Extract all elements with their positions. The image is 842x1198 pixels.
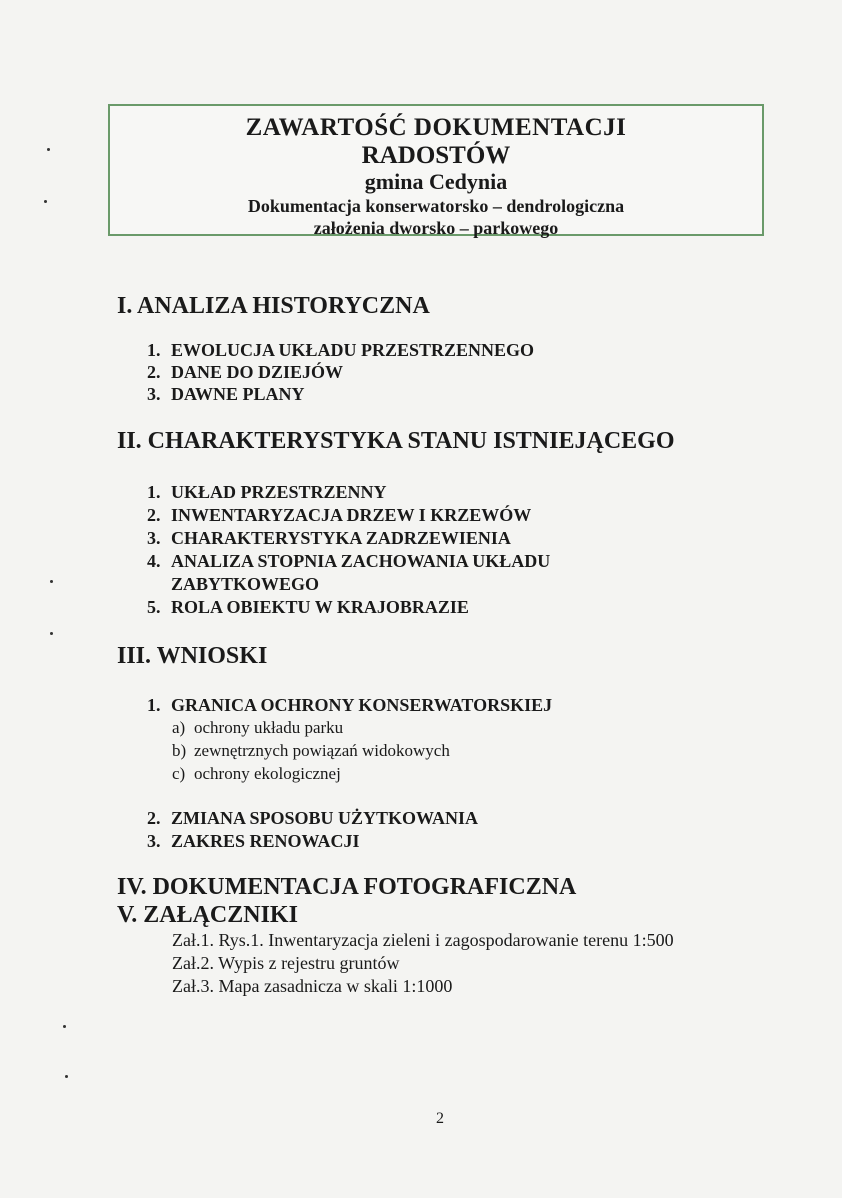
list-item: 2. INWENTARYZACJA DRZEW I KRZEWÓW (147, 505, 532, 525)
list-item: 1. UKŁAD PRZESTRZENNY (147, 482, 387, 502)
title-line-2: RADOSTÓW (361, 142, 511, 169)
list-item: 5. ROLA OBIEKTU W KRAJOBRAZIE (147, 597, 469, 617)
list-item: 1. GRANICA OCHRONY KONSERWATORSKIEJ (147, 695, 553, 715)
scan-speck (63, 1025, 66, 1028)
section-heading-2: II. CHARAKTERYSTYKA STANU ISTNIEJĄCEGO (117, 428, 675, 454)
attachment-item: Zał.3. Mapa zasadnicza w skali 1:1000 (172, 976, 453, 996)
attachment-item: Zał.1. Rys.1. Inwentaryzacja zieleni i zagospodarowanie terenu 1:500 (172, 930, 674, 950)
section-heading-3: III. WNIOSKI (117, 643, 268, 669)
title-line-1: ZAWARTOŚĆ DOKUMENTACJI (245, 114, 627, 141)
sub-item: a) ochrony układu parku (172, 718, 344, 737)
list-item: 2. DANE DO DZIEJÓW (147, 362, 344, 382)
scan-speck (47, 148, 50, 151)
list-item: 3. CHARAKTERYSTYKA ZADRZEWIENIA (147, 528, 511, 548)
scan-speck (50, 580, 53, 583)
section-heading-4: IV. DOKUMENTACJA FOTOGRAFICZNA (117, 874, 577, 900)
section-heading-1: I. ANALIZA HISTORYCZNA (117, 293, 430, 319)
list-item: 1. EWOLUCJA UKŁADU PRZESTRZENNEGO (147, 340, 535, 360)
scan-speck (50, 632, 53, 635)
title-line-3: gmina Cedynia (364, 169, 508, 194)
sub-item: b) zewnętrznych powiązań widokowych (172, 741, 450, 760)
title-line-4: Dokumentacja konserwatorsko – dendrologiczna (247, 196, 625, 216)
list-item: 3. DAWNE PLANY (147, 384, 305, 404)
list-item-continuation: ZABYTKOWEGO (171, 574, 320, 594)
scan-speck (65, 1075, 68, 1078)
attachment-item: Zał.2. Wypis z rejestru gruntów (172, 953, 400, 973)
section-heading-5: V. ZAŁĄCZNIKI (117, 902, 298, 928)
title-line-5: założenia dworsko – parkowego (313, 218, 559, 238)
list-item: 4. ANALIZA STOPNIA ZACHOWANIA UKŁADU (147, 551, 551, 571)
page-number: 2 (436, 1110, 444, 1127)
list-item: 2. ZMIANA SPOSOBU UŻYTKOWANIA (147, 808, 479, 828)
scan-speck (44, 200, 47, 203)
title-box (108, 104, 764, 236)
list-item: 3. ZAKRES RENOWACJI (147, 831, 360, 851)
sub-item: c) ochrony ekologicznej (172, 764, 341, 783)
